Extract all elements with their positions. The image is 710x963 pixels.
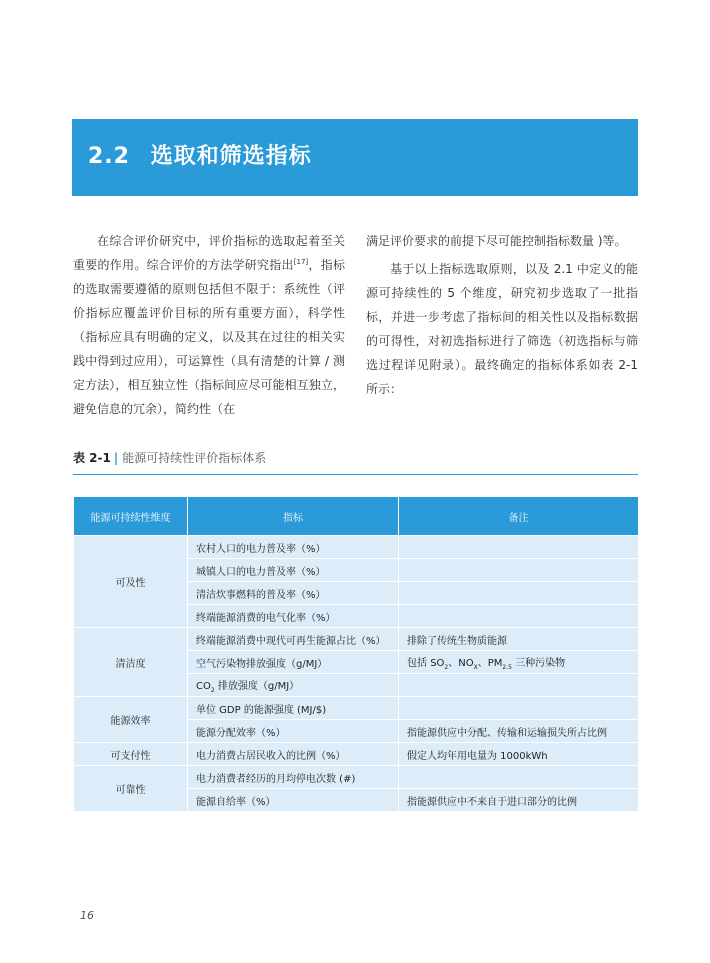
section-title xyxy=(88,139,312,170)
dimension-cell: 可及性 xyxy=(74,536,188,628)
so2-subscript: 2 xyxy=(444,663,449,671)
body-column-left xyxy=(73,229,345,421)
co2-subscript: 2 xyxy=(210,686,215,694)
indicator-cell: 空气污染物排放强度（g/MJ） xyxy=(188,651,399,674)
note-suffix: 三种污染物 xyxy=(511,657,566,669)
table-caption xyxy=(73,449,266,466)
indicator-cell: 电力消费者经历的月均停电次数 (#) xyxy=(188,766,399,789)
table-title: 能源可持续性评价指标体系 xyxy=(122,451,267,465)
table-row xyxy=(74,697,639,720)
table-header-row xyxy=(74,497,639,536)
dimension-cell: 清洁度 xyxy=(74,628,188,697)
header-indicator: 指标 xyxy=(188,497,399,536)
pm-subscript: 2.5 xyxy=(502,663,512,671)
header-dimension: 能源可持续性维度 xyxy=(74,497,188,536)
note-cell: 指能源供应中不来自于进口部分的比例 xyxy=(399,789,639,812)
indicator-cell xyxy=(188,674,399,697)
indicator-cell: 电力消费占居民收入的比例（%） xyxy=(188,743,399,766)
indicator-cell: 终端能源消费的电气化率（%） xyxy=(188,605,399,628)
caption-divider xyxy=(73,474,638,475)
note-cell xyxy=(399,559,639,582)
note-cell xyxy=(399,674,639,697)
table-row xyxy=(74,628,639,651)
table-row xyxy=(74,536,639,559)
table-row xyxy=(74,743,639,766)
indicator-cell: 城镇人口的电力普及率（%） xyxy=(188,559,399,582)
indicator-table xyxy=(73,496,639,812)
table-number: 表 2-1 xyxy=(73,451,111,465)
note-separator: 、 xyxy=(448,657,459,669)
dimension-cell: 可支付性 xyxy=(74,743,188,766)
indicator-cell: 终端能源消费中现代可再生能源占比（%） xyxy=(188,628,399,651)
nox-base: NO xyxy=(458,657,474,669)
note-cell xyxy=(399,582,639,605)
note-cell xyxy=(399,536,639,559)
header-note: 备注 xyxy=(399,497,639,536)
dimension-cell: 可靠性 xyxy=(74,766,188,812)
body-column-right xyxy=(366,229,638,401)
so2-base: SO xyxy=(430,657,445,669)
paragraph-text: ，指标的选取需要遵循的原则包括但不限于：系统性（评价指标应覆盖评价目标的所有重要方面），科学性（指标应具有明确的定义，以及其在过往的相关实践中得到过应用），可运算性（具有清楚的计算 / 测定方法），相互独立性（指标间应尽可能相互独立，避免信息的冗余），简约性（在 xyxy=(73,258,345,416)
co2-base: CO xyxy=(196,680,211,692)
note-cell xyxy=(399,766,639,789)
table-row xyxy=(74,766,639,789)
pm-base: PM xyxy=(487,657,503,669)
note-separator: 、 xyxy=(477,657,488,669)
section-number: 2.2 xyxy=(88,144,130,169)
indicator-cell: 能源自给率（%） xyxy=(188,789,399,812)
caption-separator: | xyxy=(113,451,119,465)
indicator-cell: 能源分配效率（%） xyxy=(188,720,399,743)
nox-subscript: X xyxy=(473,663,478,671)
citation-ref: [17] xyxy=(293,258,309,266)
note-cell xyxy=(399,651,639,674)
body-paragraph: 满足评价要求的前提下尽可能控制指标数量 )等。 xyxy=(366,234,627,248)
note-cell xyxy=(399,605,639,628)
note-prefix: 包括 xyxy=(407,657,431,669)
note-cell: 假定人均年用电量为 1000kWh xyxy=(399,743,639,766)
dimension-cell: 能源效率 xyxy=(74,697,188,743)
section-heading: 选取和筛选指标 xyxy=(150,144,312,169)
note-cell: 指能源供应中分配、传输和运输损失所占比例 xyxy=(399,720,639,743)
indicator-cell: 清洁炊事燃料的普及率（%） xyxy=(188,582,399,605)
page-number: 16 xyxy=(80,909,94,922)
paragraph-text: 在综合评价研究中，评价指标的选取起着至关重要的作用。综合评价的方法学研究指出 xyxy=(73,234,345,272)
note-cell xyxy=(399,697,639,720)
body-paragraph: 基于以上指标选取原则，以及 2.1 中定义的能源可持续性的 5 个维度，研究初步选取了一批指标，并进一步考虑了指标间的相关性以及指标数据的可得性，对初选指标进行了筛选（初选指标与筛选过程详见附录）。最终确定的指标体系如表 2-1 所示： xyxy=(366,262,638,396)
co2-rest: 排放强度（g/MJ） xyxy=(214,680,300,692)
indicator-cell: 单位 GDP 的能源强度 (MJ/$) xyxy=(188,697,399,720)
body-paragraph xyxy=(73,229,345,421)
note-cell: 排除了传统生物质能源 xyxy=(399,628,639,651)
indicator-cell: 农村人口的电力普及率（%） xyxy=(188,536,399,559)
